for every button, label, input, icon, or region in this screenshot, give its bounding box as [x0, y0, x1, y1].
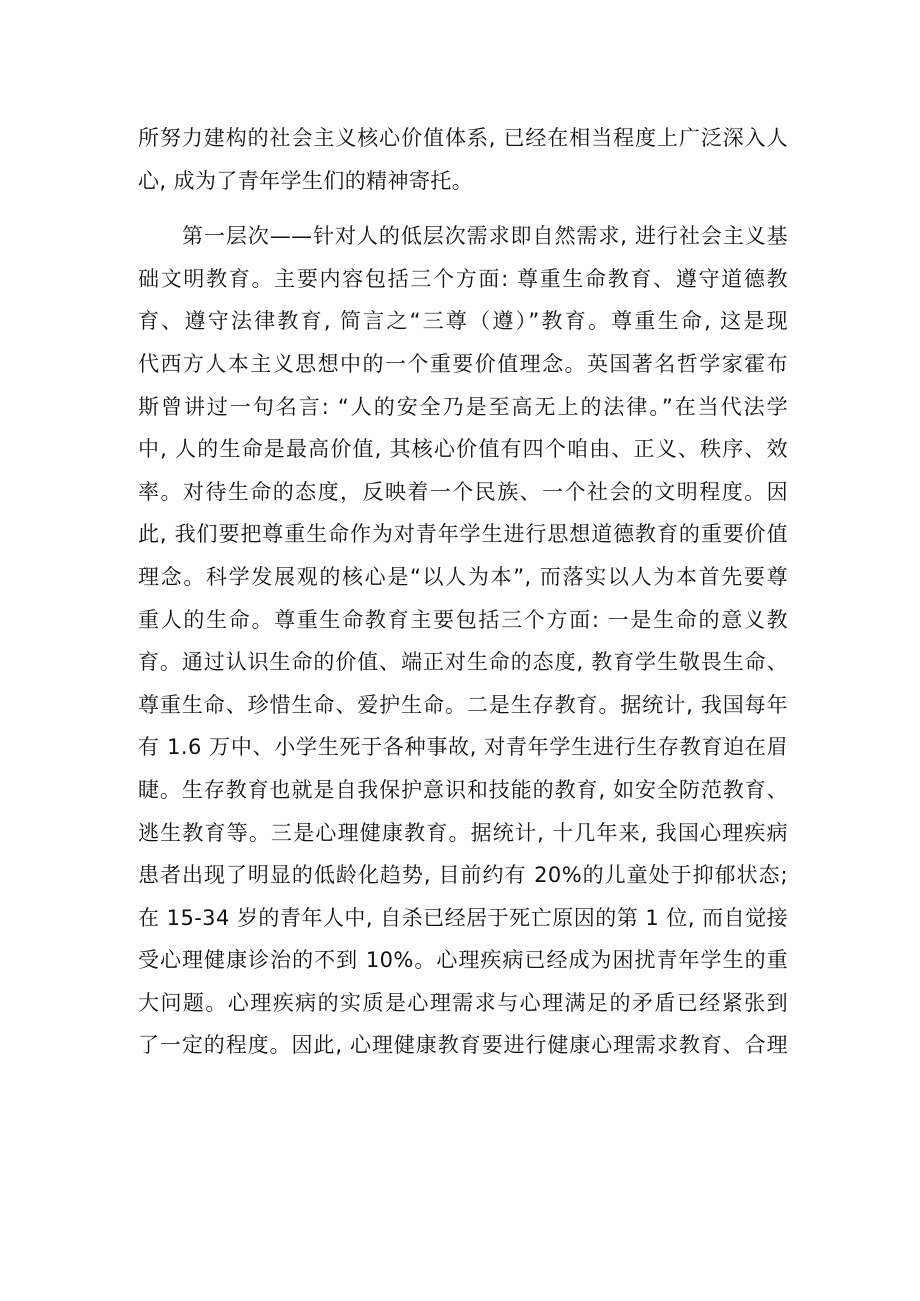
text-line: 中, 人的生命是最高价值, 其核心价值有四个咱由、正义、秩序、效: [138, 437, 788, 462]
paragraph-2: [138, 215, 788, 1067]
text-line: 代西方人本主义思想中的一个重要价值理念。英国著名哲学家霍布: [138, 351, 788, 376]
text-line: 第一层次——针对人的低层次需求即自然需求, 进行社会主义基: [182, 224, 788, 249]
paragraph-1: [138, 117, 788, 202]
text-line: 础文明教育。主要内容包括三个方面: 尊重生命教育、遵守道德教: [138, 266, 788, 291]
text-line: 心, 成为了青年学生们的精神寄托。: [138, 168, 474, 193]
text-line: 育、遵守法律教育, 简言之“三尊（遵）”教育。尊重生命, 这是现: [138, 309, 788, 334]
text-line: 逃生教育等。三是心理健康教育。据统计, 十几年来, 我国心理疾病: [138, 820, 788, 845]
text-line: 重人的生命。尊重生命教育主要包括三个方面: 一是生命的意义教: [138, 607, 788, 632]
body-text: [138, 117, 788, 1067]
text-line: 斯曾讲过一句名言: “人的安全乃是至高无上的法律。”在当代法学: [138, 394, 788, 419]
text-line: 率。对待生命的态度，反映着一个民族、一个社会的文明程度。因: [138, 479, 788, 504]
text-line: 理念。科学发展观的核心是“以人为本”, 而落实以人为本首先要尊: [138, 564, 788, 589]
text-line: 大问题。心理疾病的实质是心理需求与心理满足的矛盾已经紧张到: [138, 990, 788, 1015]
text-line: 受心理健康诊治的不到 10%。心理疾病已经成为困扰青年学生的重: [138, 948, 788, 973]
text-line: 了一定的程度。因此, 心理健康教育要进行健康心理需求教育、合理: [138, 1033, 788, 1058]
text-line: 在 15-34 岁的青年人中, 自杀已经居于死亡原因的第 1 位, 而自觉接: [138, 905, 788, 930]
text-line: 有 1.6 万中、小学生死于各种事故, 对青年学生进行生存教育迫在眉: [138, 735, 788, 760]
text-line: 此, 我们要把尊重生命作为对青年学生进行思想道德教育的重要价值: [138, 522, 788, 547]
paragraph-spacer: [138, 202, 788, 215]
text-line: 患者出现了明显的低龄化趋势, 目前约有 20%的儿童处于抑郁状态;: [138, 863, 788, 888]
text-line: 睫。生存教育也就是自我保护意识和技能的教育, 如安全防范教育、: [138, 777, 788, 802]
text-line: 尊重生命、珍惜生命、爱护生命。二是生存教育。据统计, 我国每年: [138, 692, 788, 717]
text-line: 所努力建构的社会主义核心价值体系, 已经在相当程度上广泛深入人: [138, 126, 788, 150]
text-line: 育。通过认识生命的价值、端正对生命的态度, 教育学生敬畏生命、: [138, 650, 788, 675]
